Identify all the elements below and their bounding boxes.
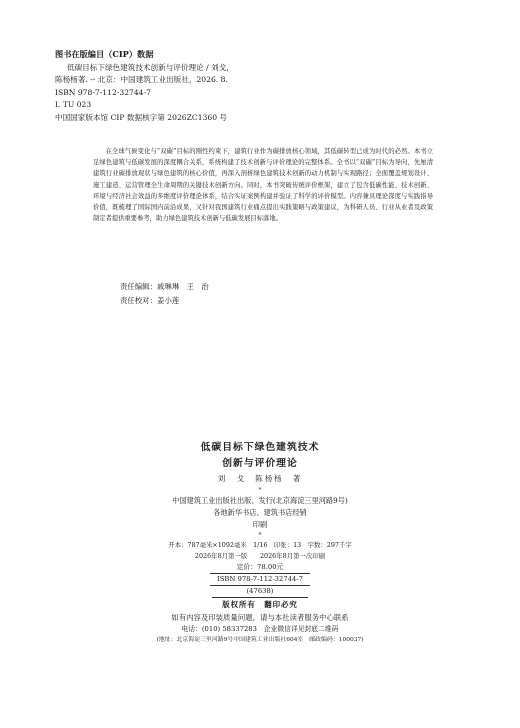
cip-record-number-line: 中国国家版本馆 CIP 数据核字第 2026ZC1360 号 <box>55 112 228 122</box>
price-line: 定价：78.00元 <box>236 563 284 571</box>
quality-notice: 如有内容及印装质量问题，请与本社读者服务中心联系 <box>171 613 349 622</box>
publisher-address: (地址：北京海淀三里河路9号中国建筑工业出版社604室 邮政编码：100037) <box>156 637 364 643</box>
edition-line: 2026年8月第一版 2026年8月第一次印刷 <box>194 552 326 560</box>
book-authors: 刘 戈 陈杨杨 著 <box>217 474 303 483</box>
contact-phone: 电话：(010) 58337283 企业微信详见封底二维码 <box>181 625 339 633</box>
editor-credits <box>120 280 209 308</box>
cip-author-publisher-line: 陈杨杨著. -- 北京：中国建筑工业出版社，2026. 8. <box>55 75 228 85</box>
printing-line: 印刷 <box>252 520 268 529</box>
cip-classification-line: Ⅰ. TU 023 <box>55 100 92 110</box>
responsible-editor: 责任编辑：戚琳琳 王 治 <box>120 282 209 291</box>
responsible-proofreader: 责任校对：姜小莲 <box>120 296 180 305</box>
publisher-line: 中国建筑工业出版社出版、发行(北京海淀三里河路9号) <box>172 496 348 505</box>
book-abstract <box>93 146 433 224</box>
distribution-line: 各地新华书店、建筑书店经销 <box>213 508 307 517</box>
cip-heading: 图书在版编目（CIP）数据 <box>55 49 154 59</box>
separator-asterisk: * <box>258 487 262 494</box>
abstract-text: 在全球气候变化与“双碳”目标的刚性约束下，建筑行业作为碳排放核心领域，其低碳转型已成为时代的必然。本书立足绿色建筑与低碳发展的深度耦合关系，系统构建了技术创新与评价理论的完整体系。全书以“双碳”目标为导向，先厘清建筑行业碳排放现状与绿色建筑的核心价值，再深入剖析绿色建筑技术创新的动力机制与实现路径；全面覆盖规划设计、施工建造、运营管理全生命周期的关键技术创新方向。同时，本书突破传统评价框架，建立了包含低碳性能、技术创新、环境与经济社会效益的多维度评价理论体系，结合实证案例构建并验证了科学的评价模型。内容兼具理论深度与实践指导价值，既梳理了国际国内前沿成果，又针对我国建筑行业痛点提出实践策略与政策建议，为科研人员、行业从业者及政策制定者提供重要参考，助力绿色建筑技术创新与低碳发展目标落地。 <box>93 148 433 223</box>
internal-code: (47638) <box>212 586 308 598</box>
cip-data-block <box>55 48 475 125</box>
format-specs-line: 开本：787毫米×1092毫米 1/16 印张：13 字数：297千字 <box>168 541 352 549</box>
separator-asterisk-2: * <box>258 532 262 539</box>
rights-reserved: 版权所有 翻印必究 <box>222 600 298 609</box>
isbn-row <box>0 573 520 586</box>
code-row <box>0 586 520 598</box>
book-title-line-2: 创新与评价理论 <box>222 458 298 469</box>
cip-title-line: 低碳目标下绿色建筑技术创新与评价理论 / 刘戈， <box>67 62 234 72</box>
book-title-line-1: 低碳目标下绿色建筑技术 <box>200 442 320 453</box>
isbn-number: ISBN 978-7-112-32744-7 <box>210 573 310 586</box>
cip-isbn-line: ISBN 978-7-112-32744-7 <box>55 87 151 97</box>
colophon <box>0 440 520 646</box>
